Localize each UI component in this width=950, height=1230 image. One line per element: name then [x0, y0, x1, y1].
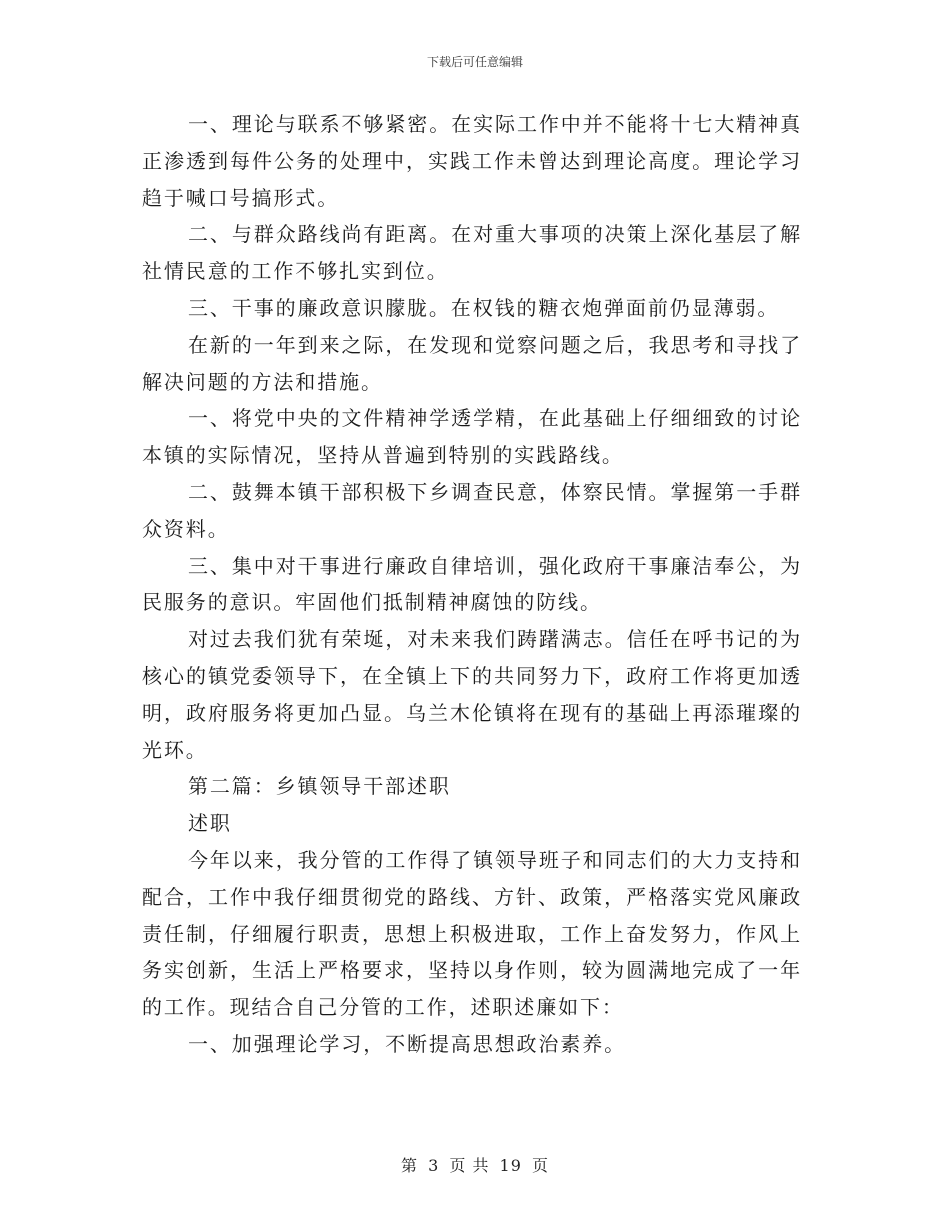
footer-middle: 页 共 [449, 1156, 490, 1175]
paragraph-7: 三、集中对干事进行廉政自律培训，强化政府干事廉洁奉公，为民服务的意识。牢固他们抵制精神腐蚀的防线。 [142, 553, 802, 615]
paragraph-8: 对过去我们犹有荣埏，对未来我们踌躇满志。信任在呼书记的为核心的镇党委领导下，在全镇上下的共同努力下，政府工作将更加透明，政府服务将更加凸显。乌兰木伦镇将在现有的基础上再添璀璨的光环。 [142, 627, 802, 762]
paragraph-4: 在新的一年到来之际，在发现和觉察问题之后，我思考和寻找了解决问题的方法和措施。 [142, 332, 802, 394]
current-page-number: 3 [428, 1156, 440, 1175]
page-header: 下载后可任意编辑 [426, 55, 523, 69]
paragraph-6: 二、鼓舞本镇干部积极下乡调查民意，体察民情。掌握第一手群众资料。 [142, 479, 802, 541]
document-body [142, 106, 802, 1063]
footer-prefix: 第 [400, 1156, 418, 1175]
total-page-number: 19 [499, 1156, 522, 1175]
paragraph-2: 二、与群众路线尚有距离。在对重大事项的决策上深化基层了解社情民意的工作不够扎实到位。 [142, 222, 802, 284]
paragraph-1: 一、理论与联系不够紧密。在实际工作中并不能将十七大精神真正渗透到每件公务的处理中，实践工作未曾达到理论高度。理论学习趋于喊口号搞形式。 [142, 112, 802, 210]
footer-suffix: 页 [532, 1156, 550, 1175]
paragraph-3: 三、干事的廉政意识朦胧。在权钱的糖衣炮弹面前仍显薄弱。 [188, 295, 780, 320]
paragraph-5: 一、将党中央的文件精神学透学精，在此基础上仔细细致的讨论本镇的实际情况，坚持从普遍到特别的实践路线。 [142, 406, 802, 468]
section-subtitle: 述职 [188, 811, 232, 836]
paragraph-9: 今年以来，我分管的工作得了镇领导班子和同志们的大力支持和配合，工作中我仔细贯彻党的路线、方针、政策，严格落实党风廉政责任制，仔细履行职责，思想上积极进取，工作上奋发努力，作风上务实创新，生活上严格要求，坚持以身作则，较为圆满地完成了一年的工作。现结合自己分管的工作，述职述廉如下： [142, 847, 802, 1020]
paragraph-10: 一、加强理论学习，不断提高思想政治素养。 [188, 1031, 626, 1056]
section-title: 第二篇：乡镇领导干部述职 [188, 774, 451, 799]
page-footer [0, 1153, 950, 1176]
